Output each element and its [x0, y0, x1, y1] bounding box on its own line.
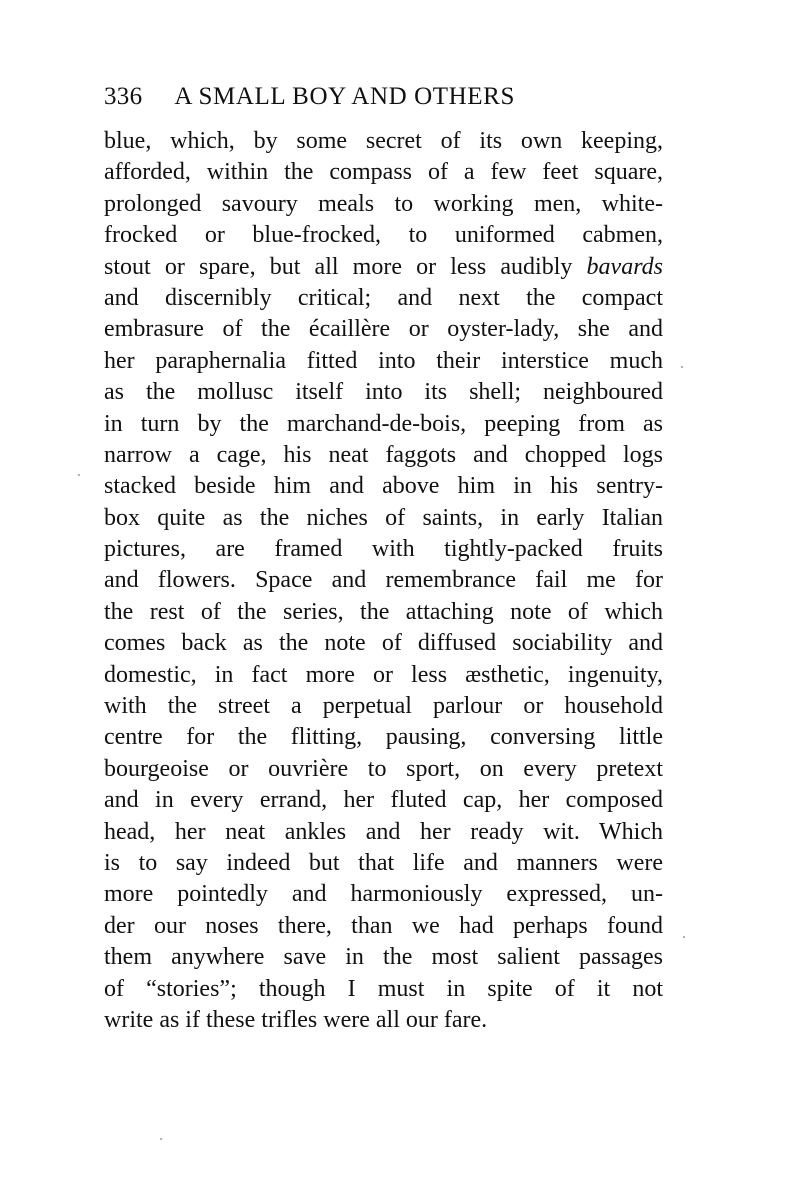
- text-line: and flowers. Space and remembrance fail me for: [104, 567, 663, 594]
- text-line-with-italic: [104, 252, 663, 283]
- running-title: A SMALL BOY AND OTHERS: [174, 83, 515, 110]
- text-line: the rest of the series, the attaching note of which: [104, 598, 663, 625]
- text-line: frocked or blue-frocked, to uniformed cabmen,: [104, 222, 663, 249]
- text-line: narrow a cage, his neat faggots and chopped logs: [104, 441, 663, 468]
- scan-speck: [681, 366, 683, 368]
- scan-speck: [160, 1138, 162, 1140]
- text-line: afforded, within the compass of a few feet square,: [104, 159, 663, 186]
- text-line: domestic, in fact more or less æsthetic, ingenuity,: [104, 661, 663, 688]
- text-line: more pointedly and harmoniously expressed, un-: [104, 881, 663, 908]
- text-line: is to say indeed but that life and manners were: [104, 849, 663, 876]
- text-line: as the mollusc itself into its shell; neighboured: [104, 379, 663, 406]
- text-line: centre for the flitting, pausing, conversing little: [104, 724, 663, 751]
- text-line: prolonged savoury meals to working men, white-: [104, 190, 663, 217]
- italic-word: bavards: [586, 253, 663, 280]
- text-line: them anywhere save in the most salient passages: [104, 944, 663, 971]
- text-line: pictures, are framed with tightly-packed fruits: [104, 536, 663, 563]
- running-head: [104, 80, 664, 114]
- text-line: in turn by the marchand-de-bois, peeping from as: [104, 410, 663, 437]
- scan-speck: [78, 474, 80, 476]
- text-line: embrasure of the écaillère or oyster-lady, she and: [104, 316, 663, 343]
- page-number: 336: [104, 83, 143, 110]
- text-line-last: write as if these trifles were all our fare.: [104, 1006, 488, 1033]
- text-line: with the street a perpetual parlour or household: [104, 693, 663, 720]
- text-line: blue, which, by some secret of its own keeping,: [104, 128, 663, 154]
- text-line: stacked beside him and above him in his sentry-: [104, 473, 663, 500]
- text-line: her paraphernalia fitted into their interstice much: [104, 347, 663, 374]
- scan-speck: [683, 936, 685, 938]
- text-line: comes back as the note of diffused sociability and: [104, 630, 663, 657]
- text-line: bourgeoise or ouvrière to sport, on every pretext: [104, 755, 663, 782]
- text-line: and discernibly critical; and next the compact: [104, 284, 663, 311]
- text-line: and in every errand, her fluted cap, her composed: [104, 787, 663, 814]
- body-text: [104, 126, 663, 1036]
- text-line: box quite as the niches of saints, in early Italian: [104, 504, 663, 531]
- text-line-segment: stout or spare, but all more or less audibly: [104, 253, 587, 280]
- text-line: of “stories”; though I must in spite of it not: [104, 975, 663, 1002]
- text-line: der our noses there, than we had perhaps found: [104, 912, 663, 939]
- text-line: head, her neat ankles and her ready wit. Which: [104, 818, 663, 845]
